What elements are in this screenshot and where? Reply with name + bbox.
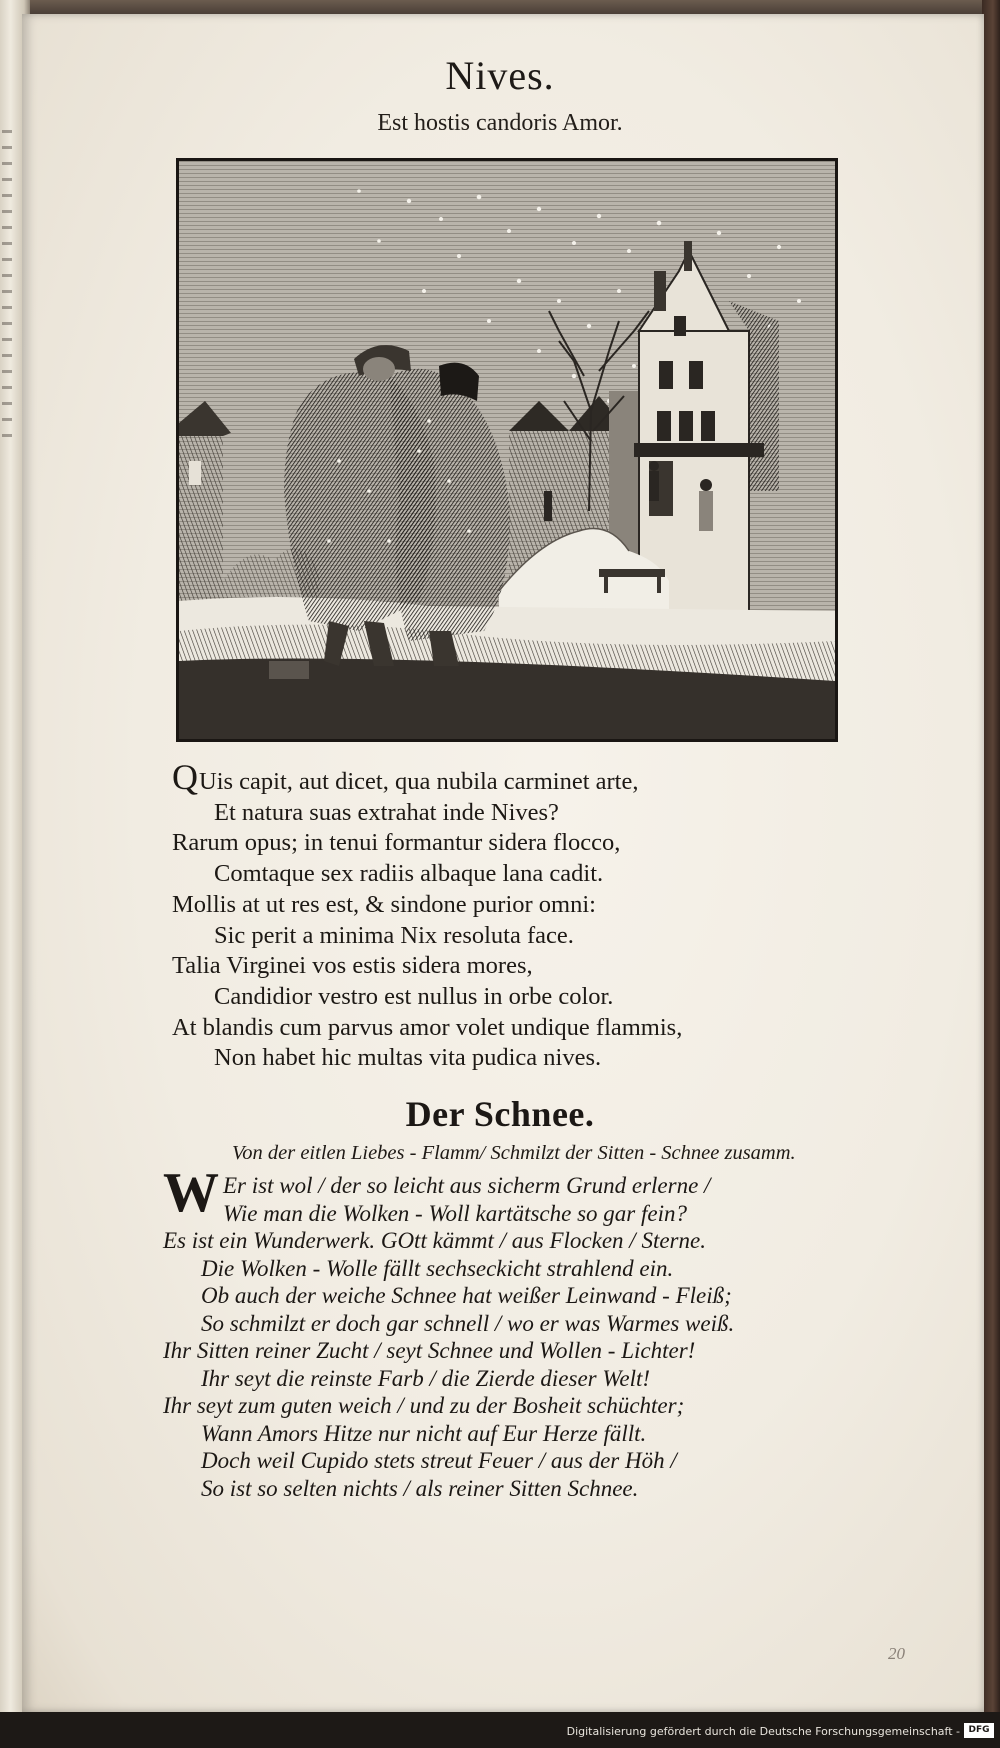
footer-funding-note: Digitalisierung gefördert durch die Deutsche Forschungsgemeinschaft - — [566, 1725, 960, 1738]
german-poem-line: So schmilzt er doch gar schnell / wo er was Warmes weiß. — [201, 1310, 735, 1336]
latin-poem-line: Mollis at ut res est, & sindone purior omni: — [172, 890, 596, 918]
german-poem-line: Ihr seyt zum guten weich / und zu der Bosheit schüchter; — [163, 1393, 685, 1418]
german-poem-line: Wann Amors Hitze nur nicht auf Eur Herze fällt. — [201, 1420, 647, 1446]
latin-poem-line: Comtaque sex radiis albaque lana cadit. — [214, 860, 604, 888]
german-poem-line: Ihr seyt die reinste Farb / die Zierde dieser Welt! — [201, 1365, 651, 1391]
latin-drop-cap: Q — [172, 757, 198, 797]
book-cover-edge — [982, 0, 1000, 1748]
german-poem-line: Doch weil Cupido stets streut Feuer / aus der Höh / — [201, 1448, 677, 1473]
latin-poem-line: Non habet hic multas vita pudica nives. — [214, 1044, 602, 1072]
german-poem-line: Wie man die Wolken - Woll kartätsche so gar fein? — [223, 1200, 687, 1226]
page-motto: Est hostis candoris Amor. — [377, 110, 623, 136]
german-motto: Von der eitlen Liebes - Flamm/ Schmilzt der Sitten - Schnee zusamm. — [232, 1142, 796, 1164]
previous-page-text-edge — [2, 130, 12, 450]
german-title: Der Schnee. — [405, 1094, 595, 1134]
page-title: Nives. — [445, 53, 555, 98]
scanner-background-top — [0, 0, 1000, 14]
latin-poem-line: At blandis cum parvus amor volet undique flammis, — [172, 1013, 683, 1041]
german-first-line-text: Er ist wol / der so leicht aus sicherm Grund erlerne / — [223, 1173, 711, 1198]
german-poem-line: Es ist ein Wunderwerk. GOtt kämmt / aus Flocken / Sterne. — [163, 1228, 706, 1253]
german-drop-cap: W — [163, 1162, 219, 1224]
german-poem-line: So ist so selten nichts / als reiner Sitten Schnee. — [201, 1475, 639, 1501]
latin-poem-line: Candidior vestro est nullus in orbe color. — [214, 982, 614, 1010]
german-poem-line: Die Wolken - Wolle fällt sechseckicht strahlend ein. — [201, 1255, 674, 1281]
latin-poem-line-1 — [172, 757, 812, 798]
page-number: 20 — [888, 1644, 905, 1663]
latin-poem-line: Rarum opus; in tenui formantur sidera flocco, — [172, 829, 621, 857]
latin-first-line-text: Uis capit, aut dicet, qua nubila carminet arte, — [199, 768, 639, 795]
dfg-logo: DFG — [964, 1723, 994, 1738]
latin-poem-line: Et natura suas extrahat inde Nives? — [214, 798, 559, 826]
latin-poem-line: Sic perit a minima Nix resoluta face. — [214, 921, 574, 949]
engraving-illustration — [176, 158, 838, 742]
winter-scene-engraving — [179, 161, 835, 739]
latin-poem — [172, 757, 812, 1074]
german-poem — [163, 1162, 883, 1502]
latin-poem-line: Talia Virginei vos estis sidera mores, — [172, 952, 533, 980]
german-poem-line: Ihr Sitten reiner Zucht / seyt Schnee und Wollen - Lichter! — [163, 1338, 696, 1363]
german-poem-line: Ob auch der weiche Schnee hat weißer Leinwand - Fleiß; — [201, 1283, 732, 1308]
